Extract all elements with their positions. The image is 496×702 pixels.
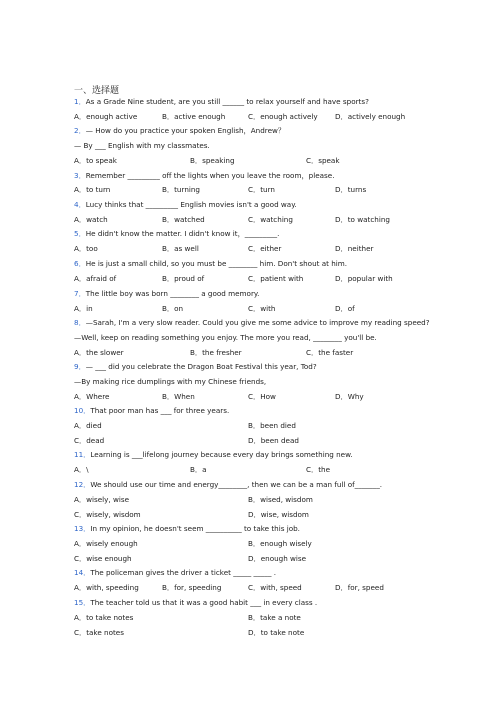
option-a[interactable]: A．with, speeding xyxy=(74,583,139,592)
option-c[interactable]: C．dead xyxy=(74,436,105,445)
option-d[interactable]: D．enough wise xyxy=(248,554,307,563)
question-number: 4． xyxy=(74,200,86,209)
question-13 xyxy=(74,524,300,534)
option-b[interactable]: B．turning xyxy=(162,185,200,194)
option-a[interactable]: A．the slower xyxy=(74,348,124,357)
option-d[interactable]: D．turns xyxy=(335,185,367,194)
question-stem: In my opinion, he doesn't seem __________ to take this job. xyxy=(90,524,300,533)
option-c[interactable]: C．patient with xyxy=(248,274,304,283)
option-b[interactable]: B．When xyxy=(162,392,195,401)
question-number: 1． xyxy=(74,97,86,106)
option-c[interactable]: C．take notes xyxy=(74,628,124,637)
option-c[interactable]: C．watching xyxy=(248,215,293,224)
question-number: 11． xyxy=(74,450,91,459)
question-11 xyxy=(74,450,353,460)
option-c[interactable]: C．the xyxy=(306,465,331,474)
question-number: 6． xyxy=(74,259,86,268)
question-4 xyxy=(74,200,297,210)
option-d[interactable]: D．neither xyxy=(335,244,374,253)
question-number: 14． xyxy=(74,568,91,577)
question-stem: The little boy was born ________ a good memory. xyxy=(85,289,260,298)
option-c[interactable]: C．with xyxy=(248,304,276,313)
option-c[interactable]: C．enough actively xyxy=(248,112,318,121)
option-a[interactable]: A．in xyxy=(74,304,93,313)
question-2 xyxy=(74,126,285,136)
question-number: 2． xyxy=(74,126,86,135)
question-stem: Lucy thinks that _________ English movies isn't a good way. xyxy=(85,200,297,209)
option-d[interactable]: D．wise, wisdom xyxy=(248,510,309,519)
option-a[interactable]: A．to take notes xyxy=(74,613,134,622)
question-3 xyxy=(74,171,334,181)
option-b[interactable]: B．for, speeding xyxy=(162,583,222,592)
question-8 xyxy=(74,318,430,328)
option-b[interactable]: B．enough wisely xyxy=(248,539,312,548)
section-title: 一、选择题 xyxy=(74,86,120,96)
option-d[interactable]: D．actively enough xyxy=(335,112,406,121)
question-6 xyxy=(74,259,347,269)
question-stem: The teacher told us that it was a good habit ___ in every class . xyxy=(90,598,318,607)
option-a[interactable]: A．died xyxy=(74,421,102,430)
option-c[interactable]: C．How xyxy=(248,392,276,401)
option-c[interactable]: C．wise enough xyxy=(74,554,132,563)
option-c[interactable]: C．with, speed xyxy=(248,583,302,592)
option-a[interactable]: A．wisely, wise xyxy=(74,495,130,504)
option-a[interactable]: A．\ xyxy=(74,465,89,474)
question-15 xyxy=(74,598,317,608)
option-c[interactable]: C．speak xyxy=(306,156,340,165)
option-a[interactable]: A．Where xyxy=(74,392,110,401)
question-10 xyxy=(74,406,229,416)
option-b[interactable]: B．the fresher xyxy=(190,348,242,357)
question-stem: — ___ did you celebrate the Dragon Boat Festival this year, Tod? xyxy=(85,362,317,371)
option-c[interactable]: C．either xyxy=(248,244,282,253)
question-number: 12． xyxy=(74,480,91,489)
option-b[interactable]: B．active enough xyxy=(162,112,226,121)
question-2-line2: — By ___ English with my classmates. xyxy=(74,141,210,150)
question-12 xyxy=(74,480,382,490)
option-b[interactable]: B．on xyxy=(162,304,184,313)
question-number: 5． xyxy=(74,229,86,238)
option-d[interactable]: D．to take note xyxy=(248,628,305,637)
option-d[interactable]: D．Why xyxy=(335,392,364,401)
question-7 xyxy=(74,289,259,299)
option-b[interactable]: B．as well xyxy=(162,244,199,253)
option-a[interactable]: A．wisely enough xyxy=(74,539,138,548)
question-9 xyxy=(74,362,317,372)
option-b[interactable]: B．take a note xyxy=(248,613,301,622)
option-a[interactable]: A．enough active xyxy=(74,112,138,121)
question-stem: Remember _________ off the lights when you leave the room，please. xyxy=(85,171,335,180)
question-number: 7． xyxy=(74,289,86,298)
option-a[interactable]: A．watch xyxy=(74,215,108,224)
question-number: 9． xyxy=(74,362,86,371)
question-14 xyxy=(74,568,276,578)
question-stem: The policeman gives the driver a ticket _____ _____ . xyxy=(90,568,277,577)
option-a[interactable]: A．to speak xyxy=(74,156,117,165)
option-b[interactable]: B．proud of xyxy=(162,274,205,283)
option-d[interactable]: D．for, speed xyxy=(335,583,384,592)
option-b[interactable]: B．been died xyxy=(248,421,296,430)
option-a[interactable]: A．afraid of xyxy=(74,274,117,283)
option-d[interactable]: D．been dead xyxy=(248,436,299,445)
option-d[interactable]: D．of xyxy=(335,304,355,313)
question-9-line2: —By making rice dumplings with my Chinese friends, xyxy=(74,377,267,386)
option-d[interactable]: D．popular with xyxy=(335,274,393,283)
question-stem: He is just a small child, so you must be ________ him. Don't shout at him. xyxy=(85,259,348,268)
option-c[interactable]: C．wisely, wisdom xyxy=(74,510,141,519)
option-c[interactable]: C．turn xyxy=(248,185,275,194)
question-1 xyxy=(74,97,369,107)
option-b[interactable]: B．wised, wisdom xyxy=(248,495,313,504)
option-b[interactable]: B．speaking xyxy=(190,156,235,165)
question-5 xyxy=(74,229,279,239)
option-d[interactable]: D．to watching xyxy=(335,215,390,224)
question-number: 10． xyxy=(74,406,91,415)
question-number: 13． xyxy=(74,524,91,533)
option-b[interactable]: B．a xyxy=(190,465,207,474)
question-stem: —Sarah, I'm a very slow reader. Could you give me some advice to improve my reading speed? xyxy=(85,318,430,327)
question-stem: We should use our time and energy________, then we can be a man full of_______. xyxy=(90,480,383,489)
question-stem: — How do you practice your spoken English，Andrew？ xyxy=(85,126,286,135)
question-number: 15． xyxy=(74,598,91,607)
option-a[interactable]: A．too xyxy=(74,244,98,253)
option-b[interactable]: B．watched xyxy=(162,215,205,224)
question-stem: That poor man has ___ for three years. xyxy=(90,406,230,415)
question-stem: As a Grade Nine student, are you still ______ to relax yourself and have sports? xyxy=(85,97,369,106)
question-stem: Learning is ___lifelong journey because every day brings something new. xyxy=(90,450,353,459)
option-c[interactable]: C．the faster xyxy=(306,348,354,357)
question-number: 3． xyxy=(74,171,86,180)
question-number: 8． xyxy=(74,318,86,327)
option-a[interactable]: A．to turn xyxy=(74,185,111,194)
question-stem: He didn't know the matter. I didn't know it，_________. xyxy=(85,229,280,238)
question-8-line2: —Well, keep on reading something you enjoy. The more you read, ________ you'll be. xyxy=(74,333,377,342)
